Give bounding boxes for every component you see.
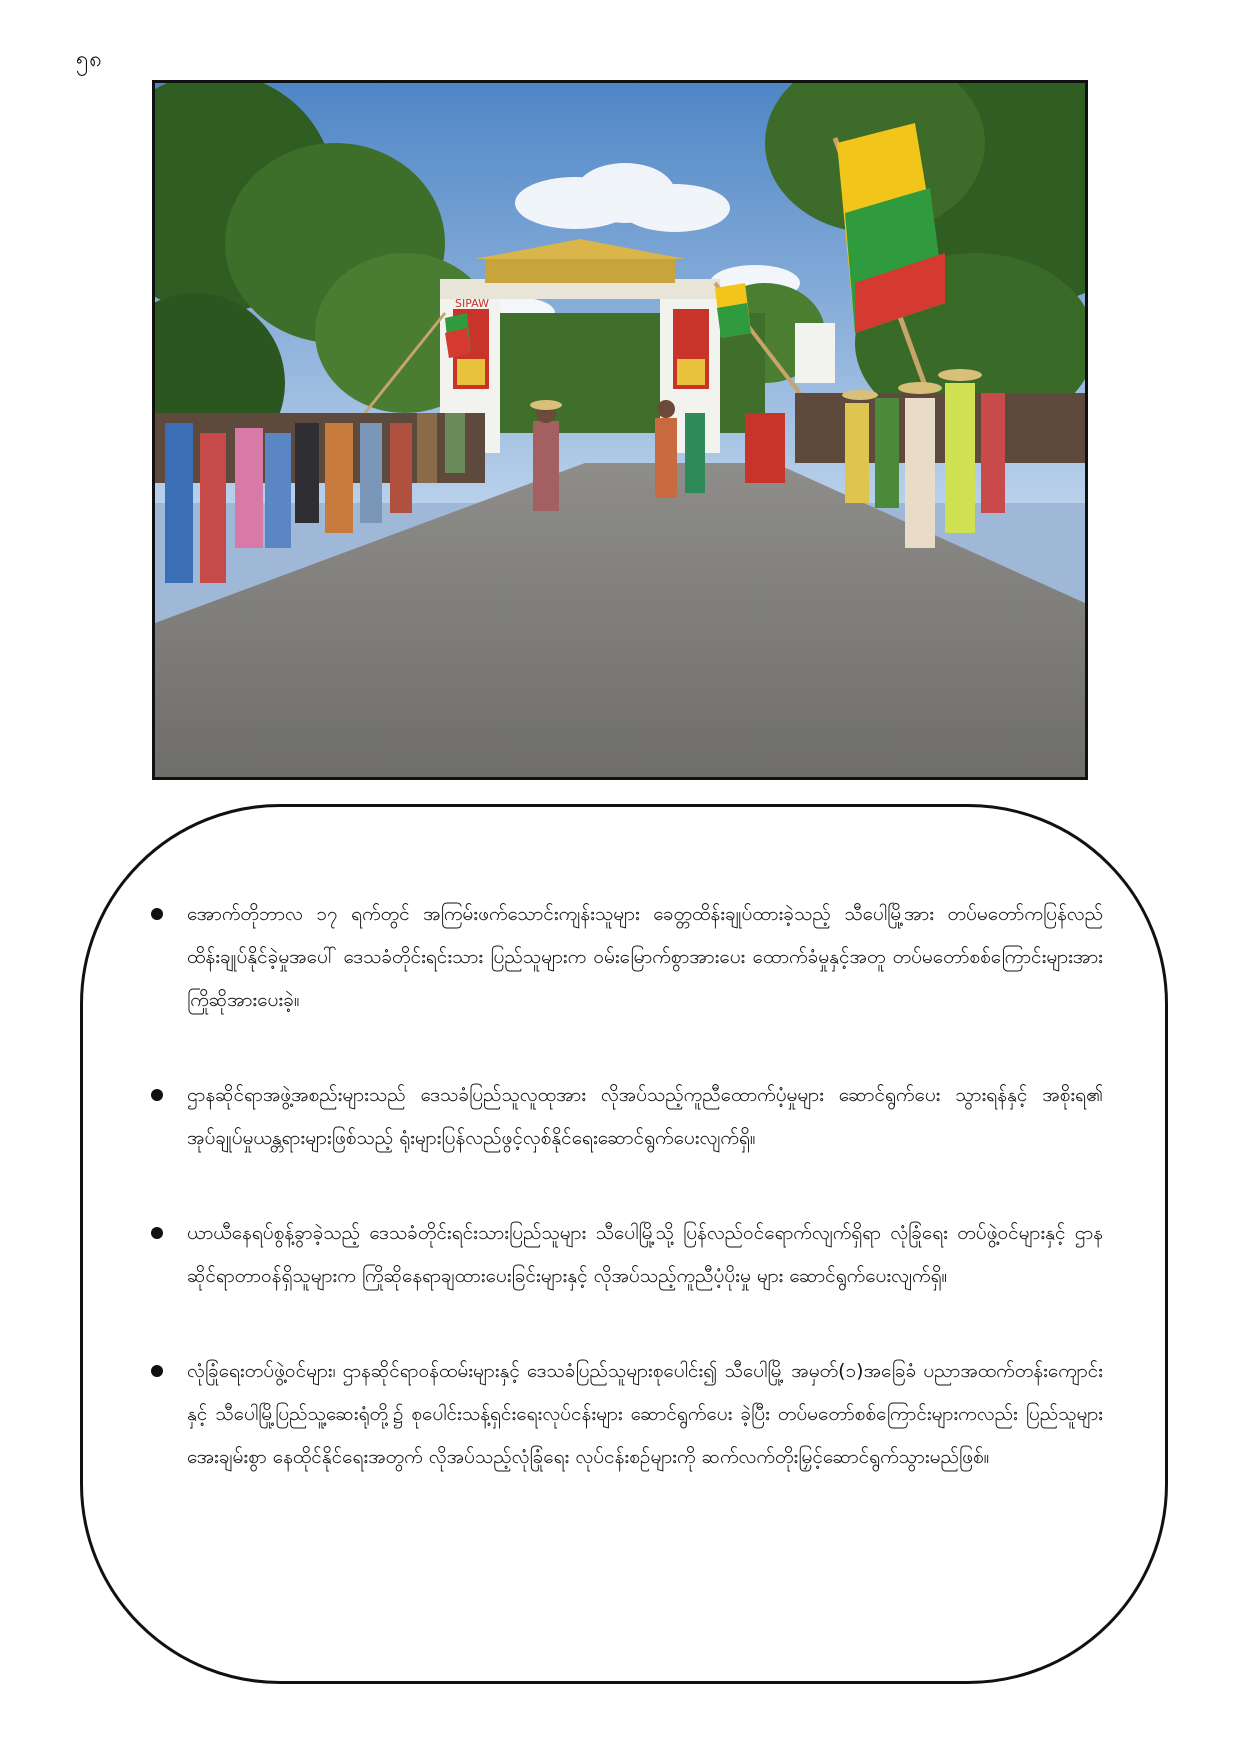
bullet-text: လုံခြုံရေးတပ်ဖွဲ့ဝင်များ၊ ဌာနဆိုင်ရာဝန်ထမ်းများနှင့် ဒေသခံပြည်သူများစုပေါင်း၍ သီပေါမြို့ အမှတ်(၁)အခြေခံ ပညာအထက်တန်းကျောင်းနှင့် သီပေါမြို့ပြည်သူ့ဆေးရုံတို့၌ စုပေါင်းသန့်ရှင်းရေးလုပ်ငန်းများ ဆောင်ရွက်ပေး ခဲ့ပြီး တပ်မတော်စစ်ကြောင်းများကလည်း ပြည်သူများ အေးချမ်းစွာ နေထိုင်နိုင်ရေးအတွက် လိုအပ်သည့်လုံခြုံရေး လုပ်ငန်းစဉ်များကို ဆက်လက်တိုးမြှင့်ဆောင်ရွက်သွားမည်ဖြစ်။: [187, 1360, 1103, 1468]
page-number: ၅၈: [76, 47, 103, 72]
bullet-item: [151, 1074, 1103, 1160]
welcome-ceremony-illustration: [155, 83, 1085, 777]
event-photo: [152, 80, 1088, 780]
bullet-dot-icon: [151, 908, 163, 920]
roadside-sign: [795, 323, 835, 383]
gate-sign-text: SIPAW: [455, 297, 489, 310]
bullet-item: [151, 1212, 1103, 1298]
summary-box: [80, 804, 1168, 1684]
bullet-item: [151, 893, 1103, 1022]
bullet-item: [151, 1350, 1103, 1479]
bullet-text: ယာယီနေရပ်စွန့်ခွာခဲ့သည့် ဒေသခံတိုင်းရင်းသားပြည်သူများ သီပေါမြို့သို့ ပြန်လည်ဝင်ရောက်လျက်ရှိရာ လုံခြုံရေး တပ်ဖွဲ့ဝင်များနှင့် ဌာနဆိုင်ရာတာဝန်ရှိသူများက ကြိုဆိုနေရာချထားပေးခြင်းများနှင့် လိုအပ်သည့်ကူညီပံ့ပိုးမှု များ ဆောင်ရွက်ပေးလျက်ရှိ။: [187, 1222, 1103, 1287]
bullet-dot-icon: [151, 1365, 163, 1377]
bullet-text: အောက်တိုဘာလ ၁၇ ရက်တွင် အကြမ်းဖက်သောင်းကျန်းသူများ ခေတ္တထိန်းချုပ်ထားခဲ့သည့် သီပေါမြို့အား တပ်မတော်ကပြန်လည်ထိန်းချုပ်နိုင်ခဲ့မှုအပေါ် ဒေသခံတိုင်းရင်းသား ပြည်သူများက ဝမ်းမြောက်စွာအားပေး ထောက်ခံမှုနှင့်အတူ တပ်မတော်စစ်ကြောင်းများအား ကြိုဆိုအားပေးခဲ့။: [187, 903, 1103, 1011]
bullet-dot-icon: [151, 1227, 163, 1239]
bullet-text: ဌာနဆိုင်ရာအဖွဲ့အစည်းများသည် ဒေသခံပြည်သူလူထုအား လိုအပ်သည့်ကူညီထောက်ပံ့မှုများ ဆောင်ရွက်ပေး သွားရန်နှင့် အစိုးရ၏ အုပ်ချုပ်မှုယန္တရားများဖြစ်သည့် ရုံးများပြန်လည်ဖွင့်လှစ်နိုင်ရေးဆောင်ရွက်ပေးလျက်ရှိ။: [187, 1084, 1103, 1149]
bullet-dot-icon: [151, 1089, 163, 1101]
bullet-list: [151, 893, 1103, 1531]
